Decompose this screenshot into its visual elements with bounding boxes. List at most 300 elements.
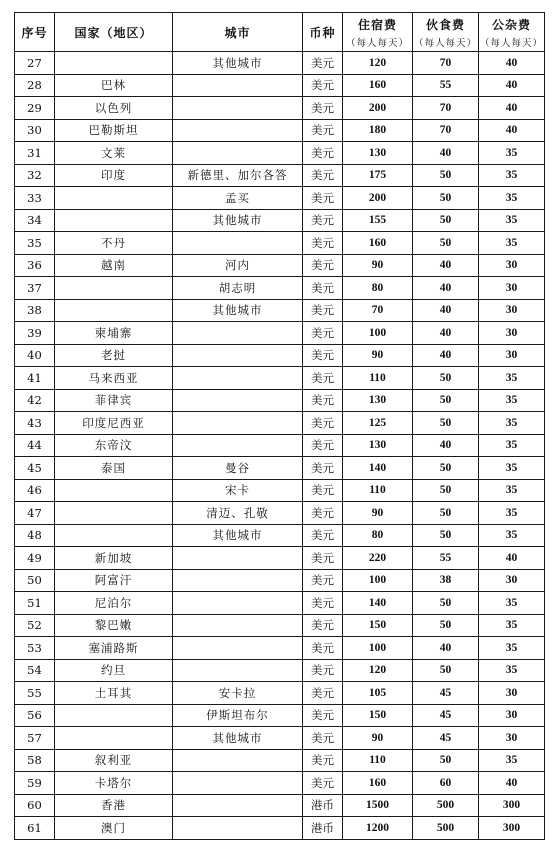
cell-country: 澳门 <box>55 817 173 840</box>
cell-misc: 40 <box>479 119 545 142</box>
cell-misc: 35 <box>479 187 545 210</box>
cell-currency: 美元 <box>303 704 343 727</box>
header-city <box>173 13 303 52</box>
cell-misc: 30 <box>479 299 545 322</box>
cell-currency: 美元 <box>303 569 343 592</box>
cell-lodging: 150 <box>343 704 413 727</box>
cell-misc: 35 <box>479 209 545 232</box>
cell-city: 孟买 <box>173 187 303 210</box>
cell-no: 30 <box>15 119 55 142</box>
cell-lodging: 200 <box>343 187 413 210</box>
cell-lodging: 220 <box>343 547 413 570</box>
cell-city: 其他城市 <box>173 524 303 547</box>
table-row <box>15 142 545 165</box>
cell-no: 27 <box>15 52 55 75</box>
cell-lodging: 70 <box>343 299 413 322</box>
cell-misc: 35 <box>479 659 545 682</box>
cell-currency: 美元 <box>303 187 343 210</box>
cell-food: 45 <box>413 682 479 705</box>
table-row <box>15 322 545 345</box>
table-row <box>15 569 545 592</box>
cell-currency: 美元 <box>303 614 343 637</box>
cell-city <box>173 659 303 682</box>
table-row <box>15 817 545 840</box>
cell-lodging: 120 <box>343 659 413 682</box>
cell-food: 50 <box>413 232 479 255</box>
cell-lodging: 80 <box>343 277 413 300</box>
cell-lodging: 160 <box>343 232 413 255</box>
cell-food: 40 <box>413 322 479 345</box>
cell-no: 41 <box>15 367 55 390</box>
cell-city <box>173 794 303 817</box>
cell-food: 500 <box>413 794 479 817</box>
cell-city <box>173 74 303 97</box>
table-header <box>15 13 545 52</box>
cell-currency: 美元 <box>303 299 343 322</box>
cell-city: 清迈、孔敬 <box>173 502 303 525</box>
cell-misc: 300 <box>479 794 545 817</box>
cell-currency: 美元 <box>303 142 343 165</box>
cell-lodging: 100 <box>343 569 413 592</box>
cell-food: 50 <box>413 389 479 412</box>
cell-food: 50 <box>413 502 479 525</box>
cell-currency: 美元 <box>303 727 343 750</box>
header-lodging-label: 住宿费 <box>357 17 397 32</box>
cell-no: 55 <box>15 682 55 705</box>
cell-city <box>173 614 303 637</box>
cell-country: 约旦 <box>55 659 173 682</box>
cell-currency: 美元 <box>303 52 343 75</box>
cell-misc: 35 <box>479 502 545 525</box>
cell-city <box>173 637 303 660</box>
cell-misc: 35 <box>479 389 545 412</box>
cell-food: 50 <box>413 524 479 547</box>
cell-city <box>173 772 303 795</box>
cell-no: 31 <box>15 142 55 165</box>
table-row <box>15 209 545 232</box>
cell-country: 印度尼西亚 <box>55 412 173 435</box>
cell-city <box>173 389 303 412</box>
cell-country: 香港 <box>55 794 173 817</box>
cell-misc: 40 <box>479 74 545 97</box>
cell-no: 57 <box>15 727 55 750</box>
table-row <box>15 772 545 795</box>
cell-no: 61 <box>15 817 55 840</box>
table-row <box>15 254 545 277</box>
cell-misc: 40 <box>479 547 545 570</box>
cell-city: 其他城市 <box>173 209 303 232</box>
cell-currency: 美元 <box>303 524 343 547</box>
cell-currency: 美元 <box>303 659 343 682</box>
cell-no: 46 <box>15 479 55 502</box>
cell-misc: 35 <box>479 367 545 390</box>
cell-lodging: 100 <box>343 322 413 345</box>
cell-misc: 35 <box>479 524 545 547</box>
cell-currency: 美元 <box>303 254 343 277</box>
table-row <box>15 547 545 570</box>
cell-misc: 30 <box>479 277 545 300</box>
cell-no: 35 <box>15 232 55 255</box>
cell-city <box>173 142 303 165</box>
cell-lodging: 130 <box>343 434 413 457</box>
cell-city <box>173 344 303 367</box>
cell-currency: 港币 <box>303 817 343 840</box>
cell-currency: 美元 <box>303 164 343 187</box>
cell-country: 越南 <box>55 254 173 277</box>
cell-food: 45 <box>413 727 479 750</box>
cell-country: 尼泊尔 <box>55 592 173 615</box>
cell-misc: 30 <box>479 682 545 705</box>
cell-currency: 美元 <box>303 209 343 232</box>
table-row <box>15 794 545 817</box>
cell-currency: 美元 <box>303 502 343 525</box>
cell-currency: 美元 <box>303 412 343 435</box>
cell-no: 29 <box>15 97 55 120</box>
cell-no: 33 <box>15 187 55 210</box>
cell-food: 70 <box>413 97 479 120</box>
cell-city <box>173 749 303 772</box>
cell-lodging: 1200 <box>343 817 413 840</box>
cell-lodging: 90 <box>343 727 413 750</box>
table-row <box>15 299 545 322</box>
cell-lodging: 180 <box>343 119 413 142</box>
cell-misc: 35 <box>479 412 545 435</box>
cell-misc: 40 <box>479 772 545 795</box>
cell-city: 河内 <box>173 254 303 277</box>
cell-lodging: 140 <box>343 592 413 615</box>
cell-food: 40 <box>413 637 479 660</box>
cell-lodging: 100 <box>343 637 413 660</box>
cell-currency: 美元 <box>303 592 343 615</box>
cell-city <box>173 434 303 457</box>
cell-no: 39 <box>15 322 55 345</box>
cell-no: 50 <box>15 569 55 592</box>
cell-no: 58 <box>15 749 55 772</box>
cell-country: 老挝 <box>55 344 173 367</box>
cell-misc: 35 <box>479 457 545 480</box>
cell-country <box>55 524 173 547</box>
cell-misc: 300 <box>479 817 545 840</box>
table-row <box>15 344 545 367</box>
cell-food: 40 <box>413 277 479 300</box>
cell-currency: 美元 <box>303 74 343 97</box>
cell-country: 柬埔寨 <box>55 322 173 345</box>
cell-city: 伊斯坦布尔 <box>173 704 303 727</box>
table-body <box>15 52 545 840</box>
cell-lodging: 155 <box>343 209 413 232</box>
header-lodging-unit: （每人每天） <box>345 37 409 49</box>
cell-lodging: 120 <box>343 52 413 75</box>
cell-misc: 35 <box>479 232 545 255</box>
cell-country <box>55 479 173 502</box>
cell-country: 阿富汗 <box>55 569 173 592</box>
table-row <box>15 277 545 300</box>
cell-lodging: 160 <box>343 74 413 97</box>
cell-no: 42 <box>15 389 55 412</box>
cell-city <box>173 817 303 840</box>
cell-food: 50 <box>413 412 479 435</box>
cell-misc: 35 <box>479 749 545 772</box>
cell-lodging: 160 <box>343 772 413 795</box>
cell-country: 泰国 <box>55 457 173 480</box>
header-food-label: 伙食费 <box>425 17 465 32</box>
cell-city: 宋卡 <box>173 479 303 502</box>
table-row <box>15 524 545 547</box>
cell-no: 48 <box>15 524 55 547</box>
cell-country: 土耳其 <box>55 682 173 705</box>
table-row <box>15 434 545 457</box>
table-row <box>15 52 545 75</box>
cell-city <box>173 592 303 615</box>
header-no <box>15 13 55 52</box>
cell-city <box>173 322 303 345</box>
cell-misc: 35 <box>479 637 545 660</box>
cell-currency: 美元 <box>303 749 343 772</box>
cell-currency: 美元 <box>303 232 343 255</box>
cell-no: 32 <box>15 164 55 187</box>
cell-lodging: 130 <box>343 389 413 412</box>
cell-lodging: 1500 <box>343 794 413 817</box>
cell-food: 50 <box>413 479 479 502</box>
cell-no: 44 <box>15 434 55 457</box>
cell-country <box>55 209 173 232</box>
cell-currency: 美元 <box>303 344 343 367</box>
cell-country <box>55 727 173 750</box>
cell-currency: 美元 <box>303 637 343 660</box>
cell-no: 38 <box>15 299 55 322</box>
cell-city <box>173 232 303 255</box>
cell-misc: 35 <box>479 142 545 165</box>
table-row <box>15 727 545 750</box>
cell-currency: 美元 <box>303 547 343 570</box>
cell-currency: 美元 <box>303 367 343 390</box>
allowance-table <box>14 12 545 840</box>
cell-misc: 30 <box>479 254 545 277</box>
cell-lodging: 200 <box>343 97 413 120</box>
table-row <box>15 614 545 637</box>
cell-country <box>55 299 173 322</box>
cell-no: 36 <box>15 254 55 277</box>
header-currency-label: 币种 <box>309 25 336 40</box>
table-row <box>15 97 545 120</box>
cell-food: 40 <box>413 434 479 457</box>
table-row <box>15 164 545 187</box>
table-row <box>15 749 545 772</box>
cell-food: 40 <box>413 142 479 165</box>
header-misc-unit: （每人每天） <box>479 37 543 49</box>
cell-city: 新德里、加尔各答 <box>173 164 303 187</box>
cell-lodging: 110 <box>343 749 413 772</box>
cell-food: 50 <box>413 457 479 480</box>
header-city-label: 城市 <box>224 25 251 40</box>
cell-no: 43 <box>15 412 55 435</box>
cell-lodging: 80 <box>343 524 413 547</box>
table-row <box>15 637 545 660</box>
header-country-label: 国家（地区） <box>74 25 153 40</box>
cell-food: 70 <box>413 119 479 142</box>
cell-country: 东帝汶 <box>55 434 173 457</box>
cell-country <box>55 704 173 727</box>
cell-misc: 40 <box>479 97 545 120</box>
table-row <box>15 592 545 615</box>
cell-lodging: 110 <box>343 479 413 502</box>
cell-currency: 美元 <box>303 772 343 795</box>
table-row <box>15 479 545 502</box>
table-row <box>15 502 545 525</box>
cell-food: 70 <box>413 52 479 75</box>
cell-no: 34 <box>15 209 55 232</box>
cell-city <box>173 547 303 570</box>
cell-food: 40 <box>413 254 479 277</box>
cell-lodging: 90 <box>343 502 413 525</box>
cell-food: 40 <box>413 299 479 322</box>
cell-lodging: 150 <box>343 614 413 637</box>
cell-country: 叙利亚 <box>55 749 173 772</box>
cell-city: 其他城市 <box>173 52 303 75</box>
cell-misc: 30 <box>479 322 545 345</box>
cell-misc: 35 <box>479 479 545 502</box>
cell-no: 54 <box>15 659 55 682</box>
cell-food: 50 <box>413 592 479 615</box>
cell-currency: 美元 <box>303 119 343 142</box>
table-row <box>15 119 545 142</box>
cell-country: 马来西亚 <box>55 367 173 390</box>
header-lodging <box>343 13 413 52</box>
cell-city <box>173 119 303 142</box>
cell-country: 不丹 <box>55 232 173 255</box>
cell-no: 60 <box>15 794 55 817</box>
table-row <box>15 187 545 210</box>
cell-lodging: 130 <box>343 142 413 165</box>
cell-city: 曼谷 <box>173 457 303 480</box>
cell-country: 黎巴嫩 <box>55 614 173 637</box>
cell-lodging: 125 <box>343 412 413 435</box>
cell-lodging: 175 <box>343 164 413 187</box>
header-country <box>55 13 173 52</box>
cell-no: 51 <box>15 592 55 615</box>
cell-food: 45 <box>413 704 479 727</box>
cell-city <box>173 412 303 435</box>
cell-food: 50 <box>413 749 479 772</box>
cell-misc: 30 <box>479 344 545 367</box>
cell-food: 60 <box>413 772 479 795</box>
cell-city: 安卡拉 <box>173 682 303 705</box>
cell-country: 印度 <box>55 164 173 187</box>
cell-misc: 35 <box>479 592 545 615</box>
cell-currency: 美元 <box>303 479 343 502</box>
cell-food: 38 <box>413 569 479 592</box>
cell-country: 新加坡 <box>55 547 173 570</box>
table-row <box>15 457 545 480</box>
header-row <box>15 13 545 52</box>
cell-no: 59 <box>15 772 55 795</box>
cell-food: 40 <box>413 344 479 367</box>
cell-food: 50 <box>413 209 479 232</box>
cell-no: 52 <box>15 614 55 637</box>
cell-food: 50 <box>413 367 479 390</box>
cell-currency: 港币 <box>303 794 343 817</box>
cell-city: 其他城市 <box>173 299 303 322</box>
cell-country: 以色列 <box>55 97 173 120</box>
cell-no: 45 <box>15 457 55 480</box>
cell-misc: 40 <box>479 52 545 75</box>
table-row <box>15 412 545 435</box>
cell-misc: 30 <box>479 569 545 592</box>
cell-lodging: 105 <box>343 682 413 705</box>
cell-country <box>55 52 173 75</box>
cell-food: 50 <box>413 187 479 210</box>
header-food-unit: （每人每天） <box>413 37 477 49</box>
cell-no: 40 <box>15 344 55 367</box>
cell-food: 500 <box>413 817 479 840</box>
cell-city: 其他城市 <box>173 727 303 750</box>
cell-country: 卡塔尔 <box>55 772 173 795</box>
cell-city: 胡志明 <box>173 277 303 300</box>
cell-lodging: 110 <box>343 367 413 390</box>
cell-country: 文莱 <box>55 142 173 165</box>
table-row <box>15 232 545 255</box>
cell-no: 56 <box>15 704 55 727</box>
cell-currency: 美元 <box>303 322 343 345</box>
cell-country: 巴勒斯坦 <box>55 119 173 142</box>
cell-city <box>173 367 303 390</box>
cell-no: 49 <box>15 547 55 570</box>
cell-country: 菲律宾 <box>55 389 173 412</box>
cell-country <box>55 502 173 525</box>
cell-currency: 美元 <box>303 457 343 480</box>
cell-country: 塞浦路斯 <box>55 637 173 660</box>
cell-country <box>55 187 173 210</box>
table-row <box>15 389 545 412</box>
cell-currency: 美元 <box>303 389 343 412</box>
cell-country: 巴林 <box>55 74 173 97</box>
cell-food: 55 <box>413 74 479 97</box>
cell-misc: 35 <box>479 164 545 187</box>
cell-no: 37 <box>15 277 55 300</box>
cell-currency: 美元 <box>303 97 343 120</box>
table-row <box>15 682 545 705</box>
cell-lodging: 90 <box>343 254 413 277</box>
cell-currency: 美元 <box>303 277 343 300</box>
cell-misc: 30 <box>479 727 545 750</box>
cell-city <box>173 569 303 592</box>
cell-no: 28 <box>15 74 55 97</box>
table-row <box>15 74 545 97</box>
cell-city <box>173 97 303 120</box>
header-food <box>413 13 479 52</box>
allowance-standards-document <box>14 12 544 840</box>
table-row <box>15 659 545 682</box>
header-currency <box>303 13 343 52</box>
header-no-label: 序号 <box>21 25 48 40</box>
cell-food: 50 <box>413 164 479 187</box>
cell-currency: 美元 <box>303 434 343 457</box>
header-misc <box>479 13 545 52</box>
header-misc-label: 公杂费 <box>491 17 531 32</box>
cell-currency: 美元 <box>303 682 343 705</box>
table-row <box>15 704 545 727</box>
cell-no: 53 <box>15 637 55 660</box>
cell-lodging: 90 <box>343 344 413 367</box>
cell-no: 47 <box>15 502 55 525</box>
cell-lodging: 140 <box>343 457 413 480</box>
cell-misc: 35 <box>479 434 545 457</box>
table-row <box>15 367 545 390</box>
cell-food: 55 <box>413 547 479 570</box>
cell-misc: 30 <box>479 704 545 727</box>
cell-food: 50 <box>413 659 479 682</box>
cell-food: 50 <box>413 614 479 637</box>
